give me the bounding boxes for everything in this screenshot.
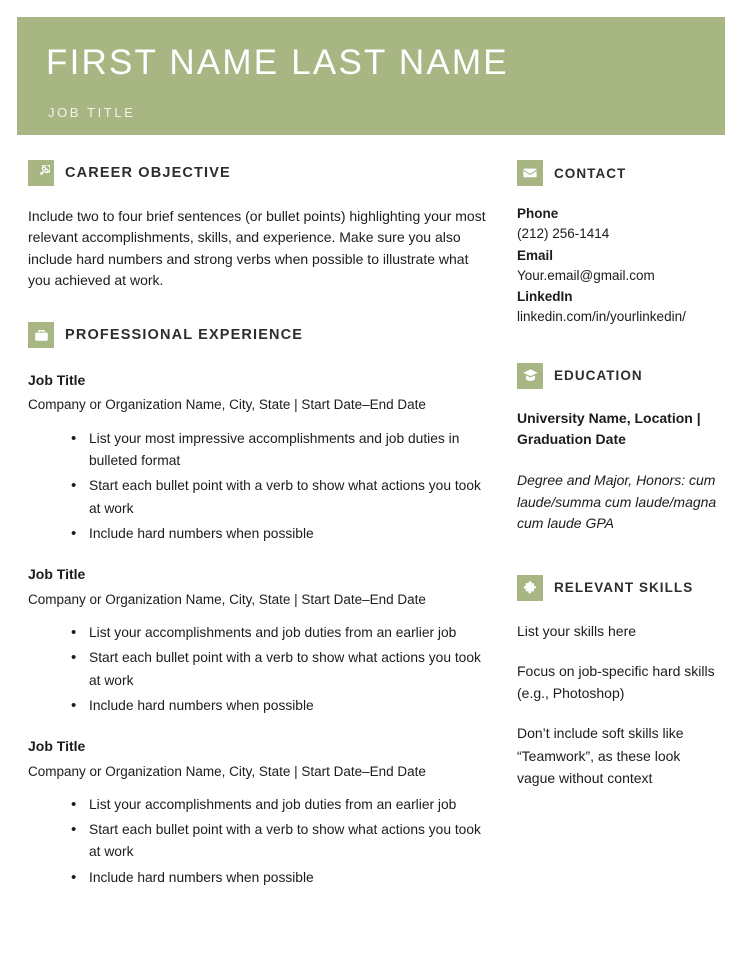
list-item: • Start each bullet point with a verb to show what actions you took at work <box>71 475 490 520</box>
section-title-text: PROFESSIONAL EXPERIENCE <box>65 327 304 344</box>
skill-item: Don’t include soft skills like “Teamwork”, as these look vague without context <box>517 724 684 787</box>
skill-item: List your skills here <box>517 622 637 639</box>
job-title: Job Title <box>28 566 86 583</box>
list-item: • List your accomplishments and job duties from an earlier job <box>71 622 490 644</box>
briefcase-icon <box>28 322 54 348</box>
contact-value-linkedin: linkedin.com/in/yourlinkedin/ <box>517 309 686 325</box>
section-title-text: RELEVANT SKILLS <box>554 580 694 596</box>
puzzle-piece-icon <box>517 575 543 601</box>
education-degree: Degree and Major, Honors: cum laude/summa cum laude/magna cum laude GPA <box>517 471 717 532</box>
contact-label-linkedin: LinkedIn <box>517 289 573 304</box>
job-meta: Company or Organization Name, City, State | Start Date–End Date <box>28 763 426 779</box>
envelope-icon <box>517 160 543 186</box>
list-item: • List your accomplishments and job duties from an earlier job <box>71 794 490 816</box>
job-bullet-list <box>28 622 490 717</box>
section-title-text: CONTACT <box>554 165 627 181</box>
contact-label-email: Email <box>517 247 554 263</box>
skill-item: Focus on job-specific hard skills (e.g., Photoshop) <box>517 662 715 702</box>
list-item: • Include hard numbers when possible <box>71 867 490 889</box>
left-column <box>28 160 490 892</box>
right-column <box>517 160 722 790</box>
graduation-cap-icon <box>517 363 543 389</box>
header-job-title: JOB TITLE <box>48 105 136 120</box>
contact-value-phone: (212) 256-1414 <box>517 226 610 242</box>
contact-details <box>517 204 722 328</box>
list-item: • Include hard numbers when possible <box>71 523 490 545</box>
section-contact-heading <box>517 160 722 186</box>
education-institution: University Name, Location | Graduation Date <box>517 409 701 448</box>
job-title: Job Title <box>28 372 86 389</box>
job-bullet-list <box>28 428 490 546</box>
section-relevant-skills-heading <box>517 575 722 601</box>
target-icon <box>28 160 54 186</box>
career-objective-body: Include two to four brief sentences (or bullet points) highlighting your most relevant accomplishments, skills, and experience. Make sure you also include hard numbers and strong verbs when possible to illustrate what you achieved at work. <box>28 208 486 288</box>
list-item: • Include hard numbers when possible <box>71 695 490 717</box>
section-education-heading <box>517 363 722 389</box>
experience-entry <box>28 564 490 717</box>
experience-entry <box>28 736 490 889</box>
section-professional-experience-heading <box>28 322 490 348</box>
section-title-text: CAREER OBJECTIVE <box>65 165 231 181</box>
contact-value-email: Your.email@gmail.com <box>517 267 655 283</box>
section-title-text: EDUCATION <box>554 368 643 383</box>
experience-entry <box>28 370 490 545</box>
list-item: • Start each bullet point with a verb to show what actions you took at work <box>71 647 490 692</box>
list-item: • Start each bullet point with a verb to show what actions you took at work <box>71 819 490 864</box>
resume-header-banner <box>17 17 725 135</box>
job-bullet-list <box>28 794 490 889</box>
contact-label-phone: Phone <box>517 206 559 221</box>
page-title: FIRST NAME LAST NAME <box>46 43 509 82</box>
job-meta: Company or Organization Name, City, State | Start Date–End Date <box>28 397 426 413</box>
section-career-objective-heading <box>28 160 490 186</box>
list-item: • List your most impressive accomplishments and job duties in bulleted format <box>71 428 490 473</box>
job-title: Job Title <box>28 738 86 755</box>
job-meta: Company or Organization Name, City, State | Start Date–End Date <box>28 591 426 607</box>
